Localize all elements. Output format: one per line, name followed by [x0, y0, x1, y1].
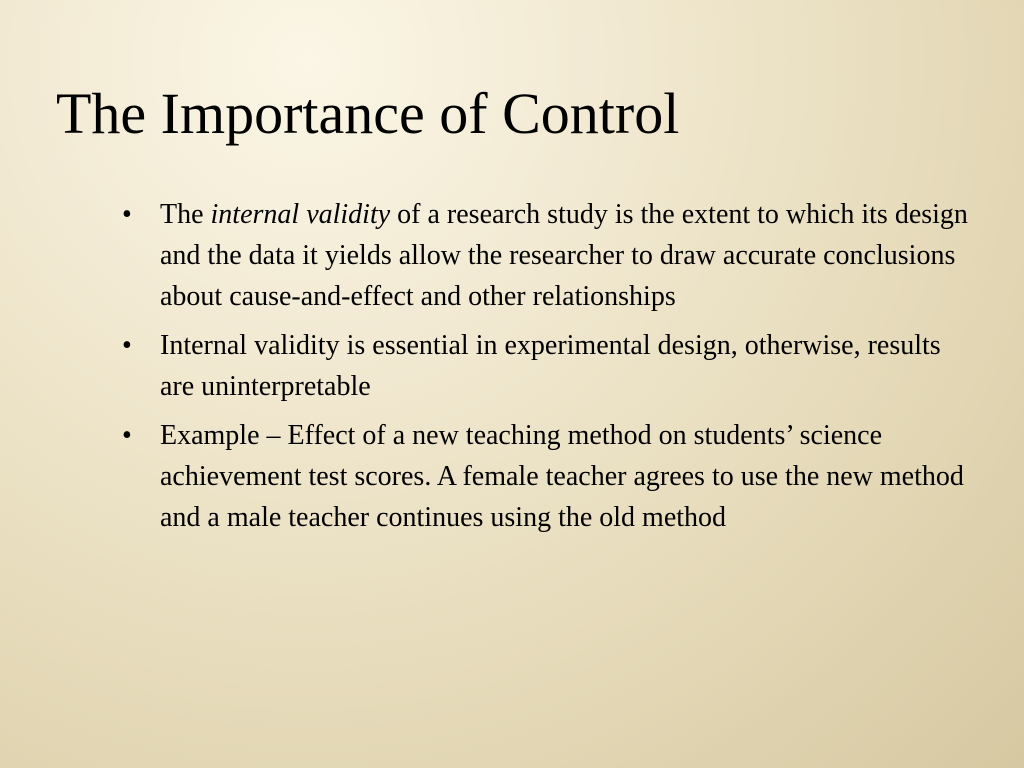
bullet-text: Internal validity is essential in experimental design, otherwise, results are uninterpretable: [160, 330, 941, 402]
bullet-emphasis: internal validity: [210, 199, 391, 230]
bullet-item-example: [120, 415, 976, 538]
bullet-marker: •: [122, 330, 132, 361]
bullet-text-end: of a research study is the extent to which its design and the data it yields allow the researcher to draw accurate conclusions about cause-and-effect and other relationships: [160, 199, 968, 312]
bullet-marker: •: [122, 199, 132, 230]
bullet-marker: •: [122, 420, 132, 451]
bullet-item-essential: [120, 325, 976, 407]
bullet-text: Example – Effect of a new teaching method on students’ science achievement test scores. A female teacher agrees to use the new method and a male teacher continues using the old method: [160, 420, 964, 533]
bullet-item-internal-validity: [120, 194, 976, 317]
bullet-list: [120, 194, 976, 546]
slide-title: The Importance of Control: [56, 81, 680, 146]
bullet-text-start: The: [160, 199, 211, 230]
